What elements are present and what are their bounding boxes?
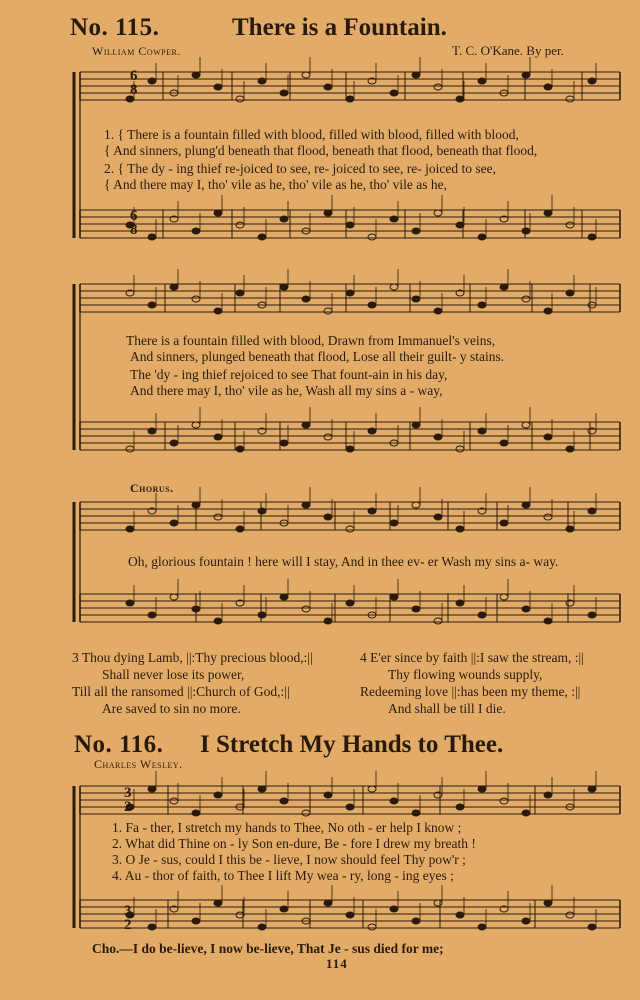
verse-1-line-2: { And sinners, plung'd beneath that flood, beneath that flood, beneath that flood, <box>104 143 538 158</box>
system-2-line-4: And there may I, tho' vile as he, Wash all my sins a - way, <box>130 383 443 398</box>
hymn-115-number: No. 115. <box>70 14 160 41</box>
hymn-116-number: No. 116. <box>74 731 164 758</box>
chorus-text: Oh, glorious fountain ! here will I stay, And in thee ev- er Wash my sins a- way. <box>128 554 559 569</box>
stanza-4-line-1: 4 E'er since by faith ||:I saw the stream, :|| <box>360 650 584 665</box>
time-signature-116-bass-bottom: 2 <box>124 917 132 933</box>
stanza-3-line-4: Are saved to sin no more. <box>102 701 241 716</box>
hymn-116-verse-3: 3. O Je - sus, could I this be - lieve, I now should feel Thy pow'r ; <box>112 852 466 867</box>
hymn-116-chorus: Cho.—I do be-lieve, I now be-lieve, That Je - sus died for me; <box>92 941 444 956</box>
time-signature-116-bass-top: 3 <box>124 903 132 919</box>
hymn-116-verse-2: 2. What did Thine on - ly Son en-dure, Be - fore I drew my breath ! <box>112 836 476 851</box>
system-2-line-1: There is a fountain filled with blood, Drawn from Immanuel's veins, <box>126 333 496 348</box>
time-signature-116-top: 3 <box>124 785 132 801</box>
hymn-116-verse-4: 4. Au - thor of faith, to Thee I lift My wea - ry, long - ing eyes ; <box>112 868 454 883</box>
system-2-line-2: And sinners, plunged beneath that flood, Lose all their guilt- y stains. <box>130 349 505 364</box>
page-number: 114 <box>326 956 348 971</box>
hymn-115-author: William Cowper. <box>92 44 181 58</box>
hymn-116-author: Charles Wesley. <box>94 757 183 771</box>
time-signature-115-bottom: 8 <box>130 82 138 98</box>
time-signature-115-bass-top: 6 <box>130 208 138 224</box>
time-signature-116-bottom: 2 <box>124 799 132 815</box>
hymn-115-composer: T. C. O'Kane. By per. <box>452 43 564 58</box>
stanza-4-line-4: And shall be till I die. <box>388 701 506 716</box>
stanza-4-line-2: Thy flowing wounds supply, <box>388 667 543 682</box>
system-2-line-3: The 'dy - ing thief rejoiced to see That fount-ain in his day, <box>130 367 448 382</box>
chorus-label: Chorus. <box>130 481 174 495</box>
time-signature-115-bass-bottom: 8 <box>130 222 138 238</box>
verse-2-line-1: 2. { The dy - ing thief re-joiced to see, re- joiced to see, re- joiced to see, <box>104 161 496 176</box>
stanza-3-line-3: Till all the ransomed ||:Church of God,:|| <box>72 684 290 699</box>
hymn-116-title: I Stretch My Hands to Thee. <box>200 731 504 758</box>
stanza-4-line-3: Redeeming love ||:has been my theme, :|| <box>360 684 581 699</box>
hymn-116-verse-1: 1. Fa - ther, I stretch my hands to Thee, No oth - er help I know ; <box>112 820 462 835</box>
verse-1-line-1: 1. { There is a fountain filled with blood, filled with blood, filled with blood, <box>104 127 519 142</box>
hymn-115-title: There is a Fountain. <box>232 14 447 41</box>
verse-2-line-2: { And there may I, tho' vile as he, tho' vile as he, tho' vile as he, <box>104 177 447 192</box>
stanza-3-line-1: 3 Thou dying Lamb, ||:Thy precious blood,:|| <box>72 650 313 665</box>
stanza-3-line-2: Shall never lose its power, <box>102 667 245 682</box>
time-signature-115-top: 6 <box>130 68 138 84</box>
